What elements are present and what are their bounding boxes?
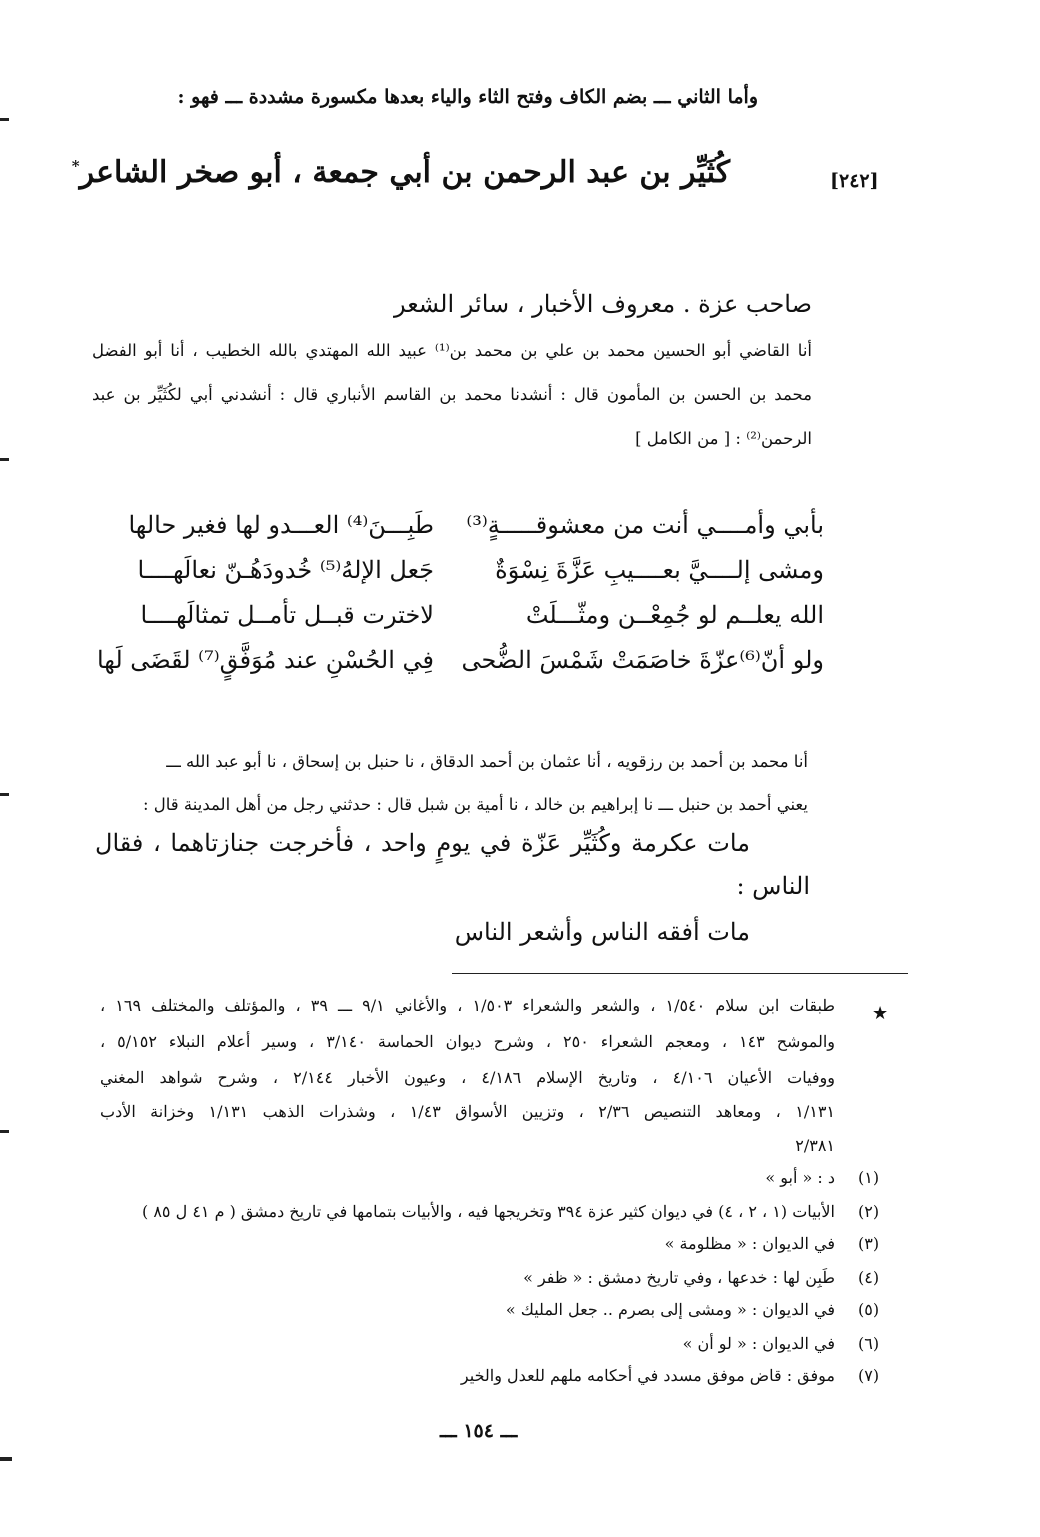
- footnote-number: (٧): [858, 1366, 880, 1385]
- sources-line: ووفيات الأعيان ٤/١٠٦ ، وتاريخ الإسلام ٤/١٨٦ ، وعيون الأخبار ٢/١٤٤ ، وشرح شواهد المغني: [100, 1068, 836, 1087]
- sources-line: ٢/٣٨١: [795, 1136, 835, 1155]
- entry-title: [72, 155, 730, 190]
- lead-sentence: صاحب عزة . معروف الأخبار ، سائر الشعر: [393, 290, 812, 318]
- scan-edge-mark: [0, 458, 9, 461]
- verse-second-hemistich: جَعل الإلهُ⁽⁵⁾ خُدودَهُـنّ نعالَهــــا: [137, 556, 434, 584]
- entry-number: [٢٤٢]: [830, 170, 879, 192]
- page-number: ـــ ١٥٤ ـــ: [440, 1420, 518, 1442]
- entry-title-text: كُثَيِّر بن عبد الرحمن بن أبي جمعة ، أبو صخر الشاعر: [79, 155, 730, 190]
- scan-edge-mark: [0, 1457, 12, 1461]
- story-line: مات عكرمة وكُثَيِّر عَزّة في يومٍ واحد ، فأخرجت جنازتاهما ، فقال: [95, 829, 750, 857]
- isnad-line: أنا محمد بن أحمد بن رزقويه ، أنا عثمان بن أحمد الدقاق ، نا حنبل بن إسحاق ، نا أبو عبد الله ـــ: [166, 752, 808, 771]
- footnote-text: موفق : قاض موفق مسدد في أحكامه ملهم للعدل والخير: [460, 1366, 835, 1385]
- isnad-line: أنا القاضي أبو الحسين محمد بن علي بن محمد بن⁽¹⁾ عبيد الله المهتدي بالله الخطيب ، أنا أبو الفضل: [92, 341, 812, 360]
- sources-line: طبقات ابن سلام ١/٥٤٠ ، والشعر والشعراء ١/٥٠٣ ، والأغاني ٩/١ ـــ ٣٩ ، والمؤتلف والمختلف ١٦٩ ،: [100, 996, 836, 1015]
- entry-title-marker: *: [71, 157, 80, 175]
- story-line: الناس :: [736, 872, 810, 900]
- scan-edge-mark: [0, 1130, 9, 1133]
- footnote-text: طَبِن لها : خدعها ، وفي تاريخ دمشق : « ظفر »: [523, 1268, 835, 1287]
- isnad-line: محمد بن الحسن بن المأمون قال : أنشدنا محمد بن القاسم الأنباري قال : أنشدني أبي لكُثَيِّر بن عبد: [92, 385, 812, 404]
- footnote-text: الأبيات (١ ، ٢ ، ٤) في ديوان كثير عزة ٣٩٤ وتخريجها فيه ، والأبيات بتمامها في تاريخ دمشق ( م ٤١ ل ٨٥ ): [142, 1202, 835, 1221]
- verse-first-hemistich: الله يعلــم لو جُمِعْــن ومثّـــلَتْ: [525, 601, 824, 629]
- footnote-text: في الديوان : « ومشى إلى بصرم .. جعل المليك »: [505, 1300, 835, 1319]
- verse-second-hemistich: فِي الحُسْنِ عند مُوَفَّقٍ⁽⁷⁾ لقَضَى لَها: [96, 646, 434, 674]
- source-marker: ★: [872, 1003, 889, 1024]
- verse-second-hemistich: طَبِـــنَ⁽⁴⁾ العـــدو لها فغير حالها: [128, 511, 434, 539]
- scan-edge-mark: [0, 793, 9, 796]
- footnote-text: في الديوان : « لو أن »: [682, 1334, 835, 1353]
- verse-first-hemistich: ومشى إلــــيَّ بعــــيبِ عَزَّةَ نِسْوَةٌ: [495, 556, 824, 584]
- verse-first-hemistich: بأبي وأمــــي أنت من معشوقـــــةٍ⁽³⁾: [466, 511, 824, 539]
- footnote-divider: [452, 973, 908, 974]
- footnote-number: (٥): [858, 1300, 880, 1319]
- verse-first-hemistich: ولو أنّ⁽⁶⁾عزّةَ خاصَمَتْ شَمْسَ الضُّحى: [461, 646, 824, 674]
- footnote-number: (٦): [858, 1334, 880, 1353]
- footnote-text: في الديوان : « مظلومة »: [664, 1234, 835, 1253]
- footnote-text: د : « أبو »: [765, 1168, 835, 1187]
- sources-line: والموشح ١٤٣ ، ومعجم الشعراء ٢٥٠ ، وشرح ديوان الحماسة ٣/١٤٠ ، وسير أعلام النبلاء ٥/١٥٢ ،: [100, 1032, 836, 1051]
- isnad-line: يعني أحمد بن حنبل ـــ نا إبراهيم بن خالد ، نا أمية بن شبل قال : حدثني رجل من أهل المدينة قال :: [142, 795, 808, 814]
- footnote-number: (٤): [858, 1268, 880, 1287]
- story-line: مات أفقه الناس وأشعر الناس: [454, 918, 750, 946]
- verse-second-hemistich: لاخترت قبــل تأمــل تمثالَهــــا: [140, 601, 434, 629]
- footnote-number: (٢): [858, 1202, 880, 1221]
- intro-line: وأما الثاني ـــ بضم الكاف وفتح الثاء والياء بعدها مكسورة مشددة ـــ فهو :: [177, 86, 758, 108]
- sources-line: ١/١٣١ ، ومعاهد التنصيص ٢/٣٦ ، وتزيين الأسواق ١/٤٣ ، وشذرات الذهب ١/١٣١ وخزانة الأدب: [100, 1102, 835, 1121]
- scan-edge-mark: [0, 118, 9, 121]
- footnote-number: (١): [858, 1168, 880, 1187]
- footnote-number: (٣): [858, 1234, 880, 1253]
- isnad-line: الرحمن⁽²⁾ : [ من الكامل ]: [635, 429, 812, 448]
